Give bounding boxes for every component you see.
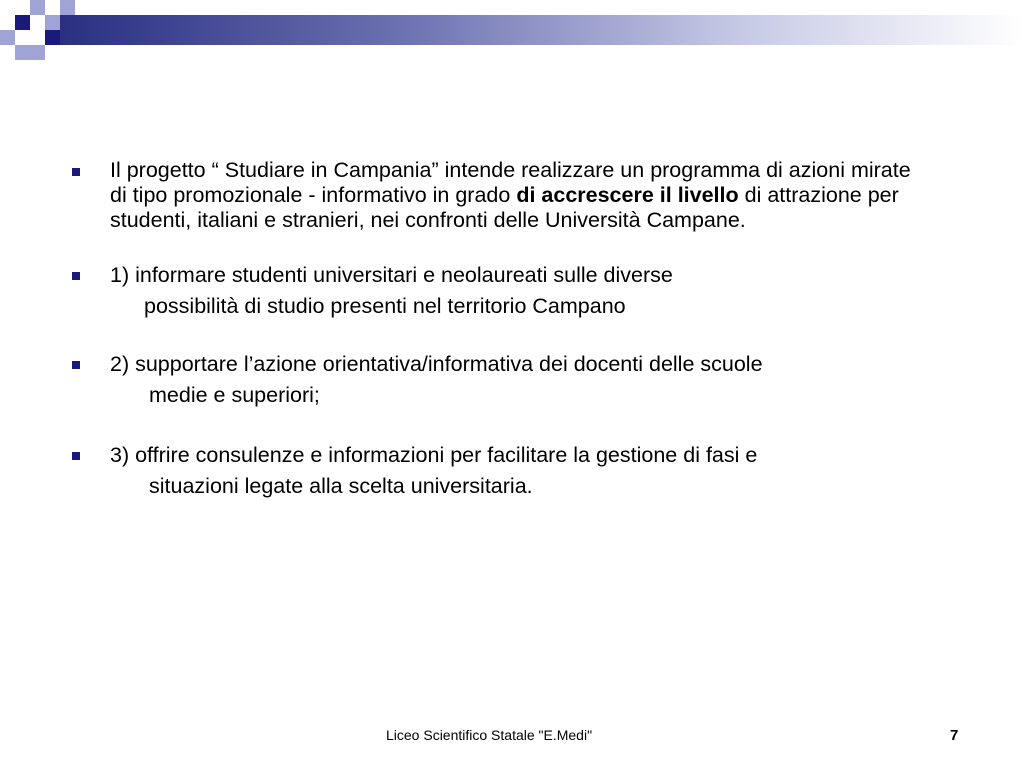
intro-text-bold: di accrescere il livello <box>516 183 739 207</box>
intro-text-pre: Il progetto “ Studiare in Campania” intende realizzare un programma di azioni mirate di tipo promozionale - informativo in grado <box>110 158 911 207</box>
bullet-item-2 <box>72 349 932 411</box>
bullet-1-line2: possibilità di studio presenti nel territorio Campano <box>144 294 626 318</box>
bullet-3-line2: situazioni legate alla scelta universitaria. <box>149 474 533 498</box>
page-number: 7 <box>950 727 959 744</box>
bullet-item-1 <box>72 260 932 322</box>
bullet-square-icon <box>72 361 80 369</box>
bullet-square-icon <box>72 272 80 280</box>
bullet-list <box>72 158 932 502</box>
decor-square <box>30 0 45 15</box>
decor-square <box>0 30 15 45</box>
bullet-1-line1: 1) informare studenti universitari e neolaureati sulle diverse <box>110 263 673 287</box>
bullet-2-line1: 2) supportare l’azione orientativa/informativa dei docenti delle scuole <box>110 352 763 376</box>
bullet-item-3 <box>72 440 932 502</box>
footer-text: Liceo Scientifico Statale "E.Medi" <box>386 727 593 743</box>
decor-square <box>45 15 60 30</box>
bullet-item-intro <box>72 158 932 233</box>
bullet-3-line1: 3) offrire consulenze e informazioni per facilitare la gestione di fasi e <box>110 443 758 467</box>
decor-square <box>15 15 30 30</box>
decor-square <box>60 0 75 15</box>
bullet-2-line2: medie e superiori; <box>149 383 320 407</box>
bullet-square-icon <box>72 452 80 460</box>
decor-square <box>30 45 45 60</box>
header-gradient-bar <box>60 15 1024 45</box>
intro-text-post: di attrazione per studenti, italiani e stranieri, nei confronti delle Università Campane. <box>110 183 899 232</box>
bullet-square-icon <box>72 168 80 176</box>
decor-square <box>15 45 30 60</box>
decor-square <box>45 30 60 45</box>
intro-paragraph <box>110 158 932 233</box>
